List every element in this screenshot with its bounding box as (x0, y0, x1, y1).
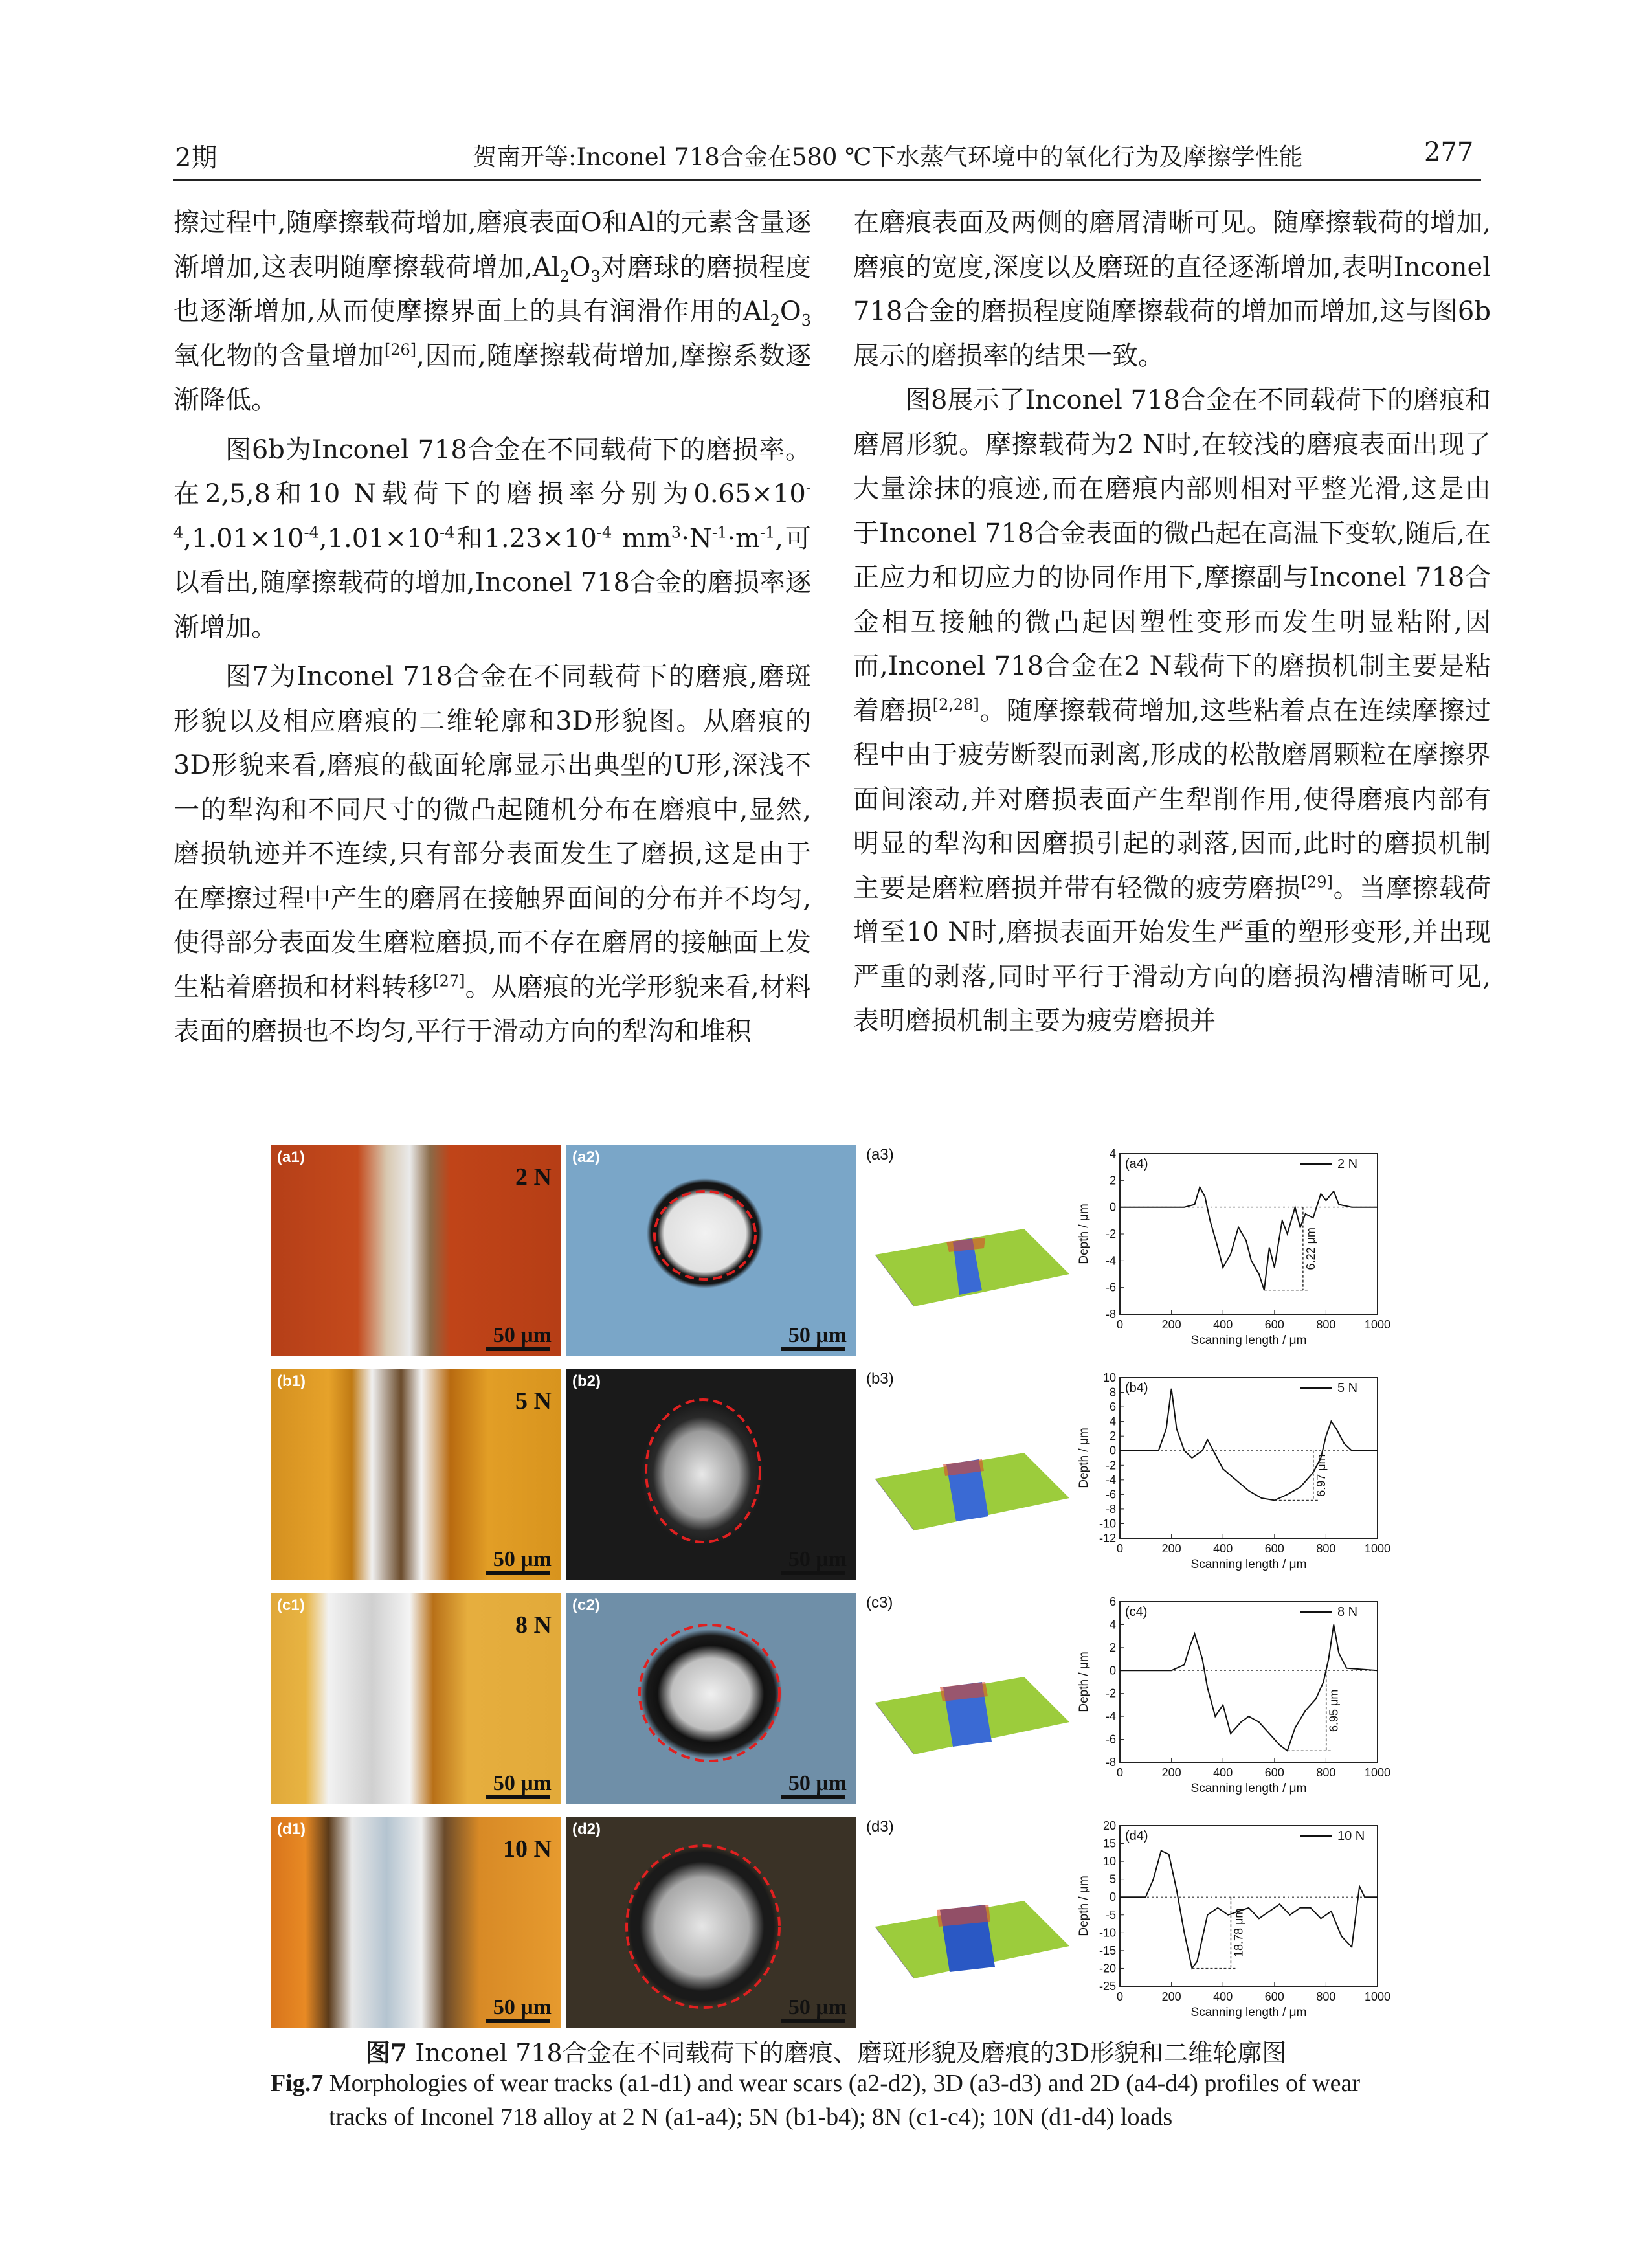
wear-scar-image: (c2) 50 μm (566, 1593, 856, 1804)
y-tick-label: -4 (1105, 1473, 1116, 1486)
y-tick-label: 4 (1109, 1415, 1116, 1428)
x-tick-label: 800 (1316, 1318, 1336, 1331)
y-tick-label: 0 (1109, 1200, 1116, 1214)
x-tick-label: 1000 (1364, 1318, 1391, 1331)
figure-caption-en: Fig.7 Morphologies of wear tracks (a1-d1) and wear scars (a2-d2), 3D (a3-d3) and 2D (a4-d4) profiles of wear (271, 2070, 1360, 2097)
x-tick-label: 800 (1316, 1990, 1336, 2003)
paragraph-5: 图8展示了Inconel 718合金在不同载荷下的磨痕和磨屑形貌。摩擦载荷为2 N时,在较浅的磨痕表面出现了大量涂抹的痕迹,而在磨痕内部则相对平整光滑,这是由于Inconel 718合金表面的微凸起在高温下变软,随后,在正应力和切应力的协同作用下,摩擦副与Inconel 718合金相互接触的微凸起因塑性变形而发生明显粘附,因而,Inconel 718合金在2 N载荷下的磨损机制主要是粘着磨损[2,28]。随摩擦载荷增加,这些粘着点在连续摩擦过程中由于疲劳断裂而剥离,形成的松散磨屑颗粒在摩擦界面间滚动,并对磨损表面产生犁削作用,使得磨痕内部有明显的犁沟和因磨损引起的剥落,因而,此时的磨损机制主要是磨粒磨损并带有轻微的疲劳磨损[29]。当摩擦载荷增至10 N时,磨损表面开始发生严重的塑形变形,并出现严重的剥落,同时平行于滑动方向的磨损沟槽清晰可见,表明磨损机制主要为疲劳磨损并 (853, 385, 1491, 1036)
profile-line (1120, 1851, 1378, 1969)
x-tick-label: 1000 (1364, 1766, 1391, 1779)
y-tick-label: 6 (1109, 1400, 1116, 1414)
depth-annotation: 6.97 μm (1314, 1454, 1328, 1497)
x-tick-label: 600 (1264, 1990, 1284, 2003)
depth-annotation: 6.95 μm (1327, 1689, 1341, 1732)
paragraph-2: 图6b为Inconel 718合金在不同载荷下的磨损率。在2,5,8和10 N载荷下的磨损率分别为$0.65\times 10^{-4},1.01\times 10^{-4},1.01\times 10^{-4}$和$1.23\times 10^{-4}$ $mm^3\cdot N^{-1}\cdot m^{-1}$,可以看出,随摩擦载荷的增加,Inconel 718合金的磨损率逐渐增加。 (173, 434, 811, 642)
y-tick-label: 10 (1102, 1371, 1116, 1384)
x-tick-label: 400 (1213, 1990, 1233, 2003)
y-tick-label: -6 (1105, 1488, 1116, 1501)
y-tick-label: 6 (1109, 1595, 1116, 1608)
y-tick-label: 4 (1109, 1147, 1116, 1160)
y-tick-label: -8 (1105, 1502, 1116, 1516)
legend-label: 5 N (1337, 1381, 1358, 1395)
y-tick-label: 2 (1109, 1429, 1116, 1443)
citation: [2,28] (932, 695, 979, 714)
legend-label: 10 N (1337, 1829, 1365, 1843)
y-tick-label: -20 (1099, 1962, 1116, 1975)
y-tick-label: -12 (1099, 1532, 1116, 1545)
y-axis-label: Depth / μm (1077, 1204, 1091, 1264)
x-tick-label: 200 (1161, 1318, 1181, 1331)
y-tick-label: 20 (1102, 1819, 1116, 1832)
y-tick-label: 2 (1109, 1641, 1116, 1654)
legend-label: 8 N (1337, 1605, 1358, 1619)
profile-chart-c4 (1073, 1593, 1397, 1806)
y-tick-label: 8 (1109, 1385, 1116, 1399)
x-tick-label: 600 (1264, 1766, 1284, 1779)
y-tick-label: -2 (1105, 1459, 1116, 1472)
panel-label: (c4) (1125, 1605, 1148, 1619)
right-column (853, 201, 1491, 1044)
y-tick-label: 0 (1109, 1890, 1116, 1904)
y-tick-label: -6 (1105, 1281, 1116, 1294)
citation: [26] (384, 341, 417, 359)
y-axis-label: Depth / μm (1077, 1428, 1091, 1488)
y-tick-label: -2 (1105, 1227, 1116, 1240)
y-tick-label: -6 (1105, 1732, 1116, 1746)
x-tick-label: 600 (1264, 1542, 1284, 1555)
y-tick-label: -15 (1099, 1944, 1116, 1957)
x-tick-label: 400 (1213, 1766, 1233, 1779)
y-tick-label: 4 (1109, 1618, 1116, 1631)
paragraph-1: 擦过程中,随摩擦载荷增加,磨痕表面O和Al的元素含量逐渐增加,这表明随摩擦载荷增加$,Al_2O_3$对磨球的磨损程度也逐渐增加,从而使摩擦界面上的具有润滑作用的$Al_2O_3$氧化物的含量增加[26],因而,随摩擦载荷增加,摩擦系数逐渐降低。 (173, 208, 812, 415)
x-axis-label: Scanning length / μm (1190, 1334, 1307, 1347)
panel-label: (a4) (1125, 1157, 1148, 1171)
issue-number: 2期 (175, 143, 218, 173)
x-tick-label: 200 (1161, 1990, 1181, 2003)
x-tick-label: 400 (1213, 1318, 1233, 1331)
3d-profile-image: (a3) (862, 1145, 1076, 1356)
figure-caption-en-line2: tracks of Inconel 718 alloy at 2 N (a1-a4); 5N (b1-b4); 8N (c1-c4); 10N (d1-d4) loads (329, 2103, 1173, 2131)
panel-label: (d4) (1125, 1829, 1148, 1843)
wear-track-image: (a1) 2 N 50 μm (271, 1145, 561, 1356)
plot-frame (1120, 1602, 1378, 1762)
profile-line (1120, 1187, 1378, 1290)
legend-label: 2 N (1337, 1157, 1358, 1171)
header-rule (173, 179, 1481, 181)
y-tick-label: 10 (1102, 1855, 1116, 1868)
x-tick-label: 0 (1116, 1318, 1124, 1331)
x-tick-label: 0 (1116, 1542, 1124, 1555)
plot-frame (1120, 1154, 1378, 1314)
y-tick-label: 0 (1109, 1664, 1116, 1677)
x-tick-label: 1000 (1364, 1542, 1391, 1555)
y-tick-label: 0 (1109, 1444, 1116, 1457)
y-tick-label: -4 (1105, 1254, 1116, 1268)
x-tick-label: 800 (1316, 1542, 1336, 1555)
profile-chart-a4 (1073, 1145, 1397, 1358)
figure-caption-cn: 图7 Inconel 718合金在不同载荷下的磨痕、磨斑形貌及磨痕的3D形貌和二维轮廓图 (365, 2038, 1287, 2067)
3d-profile-image: (b3) (862, 1369, 1076, 1580)
paragraph-3: 图7为Inconel 718合金在不同载荷下的磨痕,磨斑形貌以及相应磨痕的二维轮廓和3D形貌图。从磨痕的3D形貌来看,磨痕的截面轮廓显示出典型的U形,深浅不一的犁沟和不同尺寸的微凸起随机分布在磨痕中,显然,磨损轨迹并不连续,只有部分表面发生了磨损,这是由于在摩擦过程中产生的磨屑在接触界面间的分布并不均匀,使得部分表面发生磨粒磨损,而不存在磨屑的接触面上发生粘着磨损和材料转移[27]。从磨痕的光学形貌来看,材料表面的磨损也不均匀,平行于滑动方向的犁沟和堆积 (173, 662, 812, 1046)
page-number: 277 (1424, 137, 1474, 167)
y-tick-label: -25 (1099, 1980, 1116, 1993)
x-tick-label: 600 (1264, 1318, 1284, 1331)
3d-profile-image: (c3) (862, 1593, 1076, 1804)
wear-scar-image: (d2) 50 μm (566, 1817, 856, 2028)
wear-track-image: (d1) 10 N 50 μm (271, 1817, 561, 2028)
x-axis-label: Scanning length / μm (1190, 1782, 1307, 1795)
running-title: 贺南开等:Inconel 718合金在580 ℃下水蒸气环境中的氧化行为及摩擦学性能 (473, 143, 1303, 171)
y-tick-label: 2 (1109, 1174, 1116, 1187)
y-tick-label: -2 (1105, 1687, 1116, 1700)
citation: [27] (433, 972, 465, 991)
x-tick-label: 800 (1316, 1766, 1336, 1779)
x-axis-label: Scanning length / μm (1190, 2006, 1307, 2019)
x-tick-label: 400 (1213, 1542, 1233, 1555)
wear-track-image: (b1) 5 N 50 μm (271, 1369, 561, 1580)
citation: [29] (1300, 873, 1333, 891)
y-tick-label: -10 (1099, 1926, 1116, 1940)
left-column (173, 201, 811, 1054)
wear-scar-image: (b2) 50 μm (566, 1369, 856, 1580)
y-tick-label: -8 (1105, 1756, 1116, 1769)
paragraph-4: 在磨痕表面及两侧的磨屑清晰可见。随摩擦载荷的增加,磨痕的宽度,深度以及磨斑的直径逐渐增加,表明Inconel 718合金的磨损程度随摩擦载荷的增加而增加,这与图6b展示的磨损率的结果一致。 (853, 208, 1491, 371)
profile-line (1120, 1389, 1378, 1501)
x-tick-label: 0 (1116, 1766, 1124, 1779)
profile-chart-d4 (1073, 1817, 1397, 2030)
x-axis-label: Scanning length / μm (1190, 1558, 1307, 1571)
y-tick-label: -8 (1105, 1308, 1116, 1321)
y-tick-label: -10 (1099, 1517, 1116, 1530)
y-tick-label: 15 (1102, 1837, 1116, 1850)
profile-chart-b4 (1073, 1369, 1397, 1582)
3d-profile-image: (d3) (862, 1817, 1076, 2028)
depth-annotation: 18.78 μm (1232, 1908, 1245, 1958)
y-tick-label: -4 (1105, 1710, 1116, 1723)
depth-annotation: 6.22 μm (1304, 1227, 1317, 1270)
y-tick-label: 5 (1109, 1872, 1116, 1886)
wear-scar-image: (a2) 50 μm (566, 1145, 856, 1356)
panel-label: (b4) (1125, 1381, 1148, 1395)
y-axis-label: Depth / μm (1077, 1652, 1091, 1712)
plot-frame (1120, 1826, 1378, 1986)
plot-frame (1120, 1378, 1378, 1538)
x-tick-label: 1000 (1364, 1990, 1391, 2003)
y-axis-label: Depth / μm (1077, 1876, 1091, 1936)
figure-7 (271, 1145, 1397, 2022)
x-tick-label: 200 (1161, 1766, 1181, 1779)
y-tick-label: -5 (1105, 1908, 1116, 1922)
wear-track-image: (c1) 8 N 50 μm (271, 1593, 561, 1804)
x-tick-label: 0 (1116, 1990, 1124, 2003)
x-tick-label: 200 (1161, 1542, 1181, 1555)
